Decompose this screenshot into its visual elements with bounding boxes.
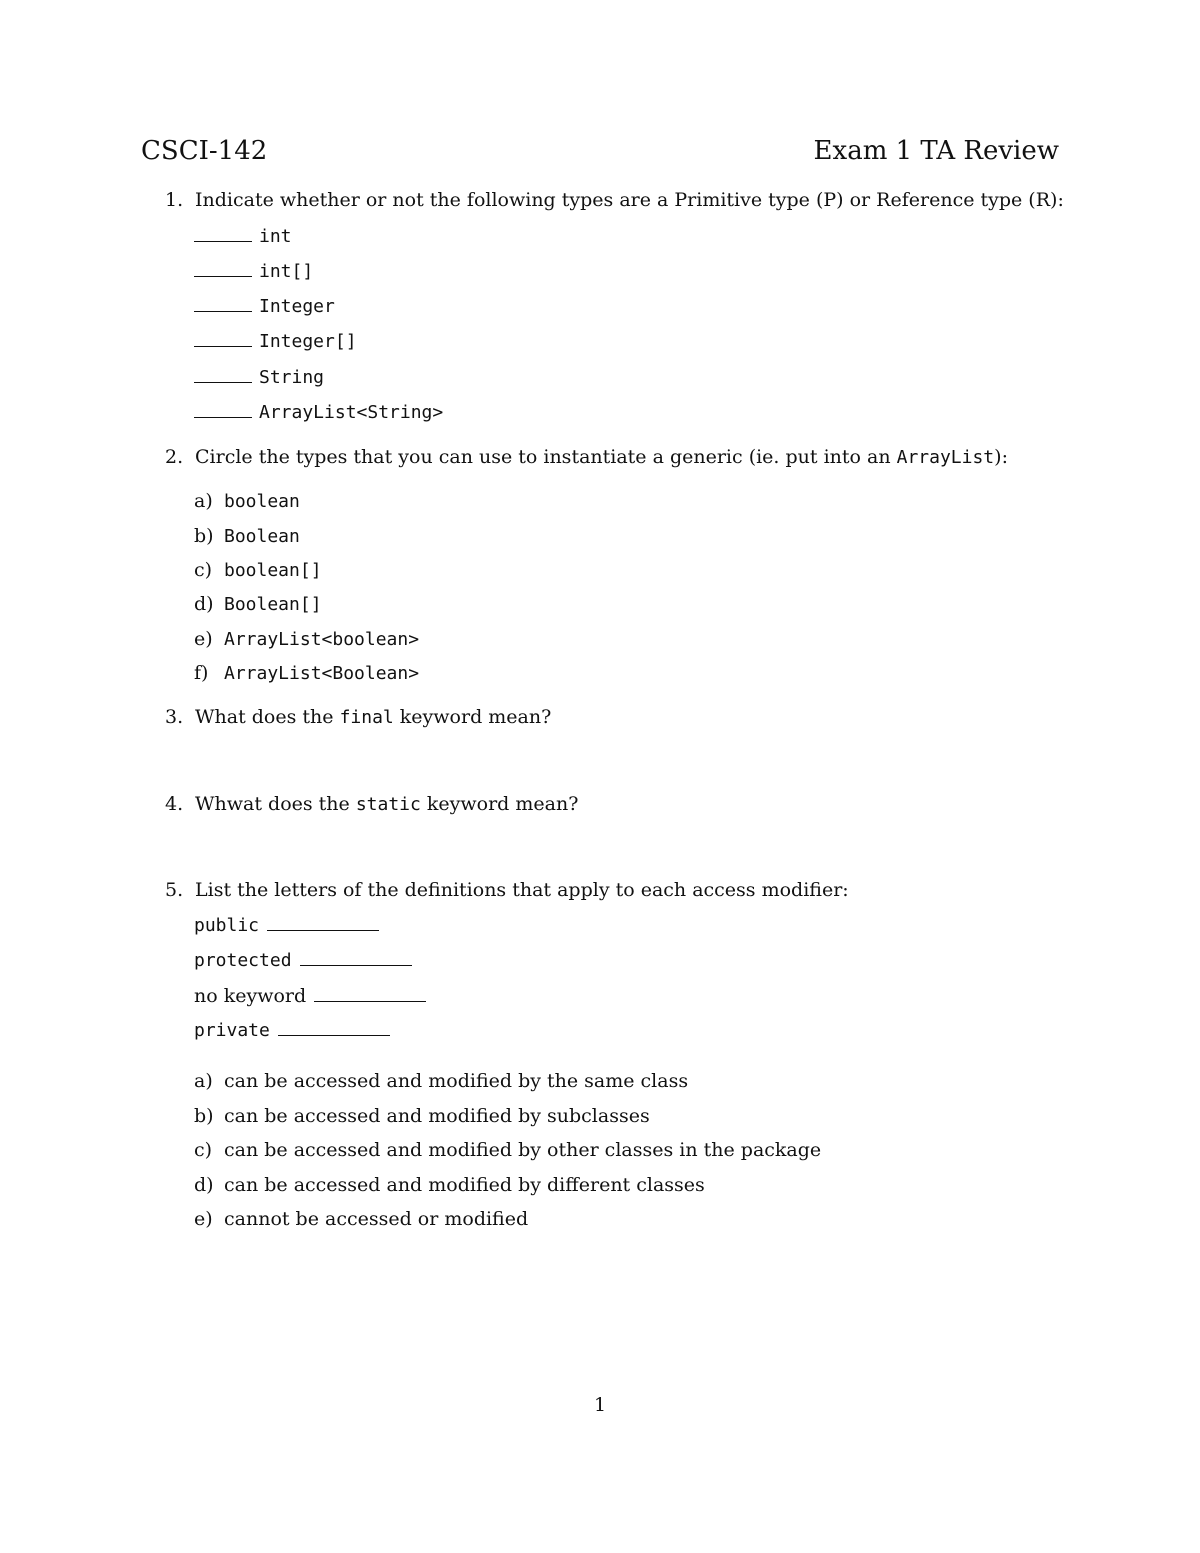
definition-item bbox=[194, 1173, 705, 1197]
type-name: int bbox=[259, 226, 292, 247]
option-value: boolean bbox=[224, 491, 300, 512]
option-item[interactable] bbox=[194, 592, 322, 617]
code-term: final bbox=[339, 707, 394, 728]
question-text-end: keyword mean? bbox=[420, 793, 579, 815]
question-text: Indicate whether or not the following types are a Primitive type (P) or Reference type (R): bbox=[195, 189, 1064, 211]
question-number: 2. bbox=[165, 446, 184, 468]
type-name: String bbox=[259, 367, 325, 388]
page-number: 1 bbox=[593, 1394, 607, 1416]
definition-label: c) bbox=[194, 1139, 213, 1161]
option-item[interactable] bbox=[194, 524, 300, 549]
answer-blank[interactable] bbox=[300, 949, 412, 966]
question-text: What does the bbox=[195, 706, 340, 728]
definition-label: b) bbox=[194, 1105, 214, 1127]
option-label: c) bbox=[194, 559, 213, 581]
answer-blank[interactable] bbox=[278, 1019, 390, 1036]
modifier-item bbox=[194, 914, 379, 938]
modifier-item bbox=[194, 949, 412, 973]
definition-text: can be accessed and modified by subclasses bbox=[224, 1105, 650, 1127]
option-label: f) bbox=[194, 662, 209, 684]
code-term: static bbox=[355, 794, 421, 815]
option-value: Boolean bbox=[224, 526, 300, 547]
type-item bbox=[194, 260, 313, 284]
type-name: Integer bbox=[259, 296, 335, 317]
answer-blank[interactable] bbox=[194, 225, 252, 242]
answer-blank[interactable] bbox=[194, 401, 252, 418]
question-number: 4. bbox=[165, 793, 184, 815]
answer-blank[interactable] bbox=[194, 366, 252, 383]
definition-text: can be accessed and modified by the same class bbox=[224, 1070, 689, 1092]
definition-item bbox=[194, 1138, 821, 1162]
answer-blank[interactable] bbox=[194, 330, 252, 347]
answer-blank[interactable] bbox=[267, 914, 379, 931]
type-item bbox=[194, 225, 292, 249]
question-1 bbox=[165, 188, 1064, 212]
definition-label: d) bbox=[194, 1174, 214, 1196]
option-item[interactable] bbox=[194, 661, 419, 686]
answer-blank[interactable] bbox=[314, 985, 426, 1002]
document-title: Exam 1 TA Review bbox=[813, 136, 1059, 166]
option-item[interactable] bbox=[194, 558, 322, 583]
definition-text: can be accessed and modified by other classes in the package bbox=[224, 1139, 822, 1161]
type-name: Integer[] bbox=[259, 331, 357, 352]
definition-item bbox=[194, 1069, 688, 1093]
option-value: ArrayList<Boolean> bbox=[224, 663, 420, 684]
type-name: int[] bbox=[259, 261, 314, 282]
modifier-item bbox=[194, 1019, 390, 1043]
option-item[interactable] bbox=[194, 489, 300, 514]
question-4 bbox=[165, 792, 578, 817]
option-label: a) bbox=[194, 490, 213, 512]
modifier-name: protected bbox=[194, 950, 292, 971]
modifier-item bbox=[194, 984, 426, 1008]
question-5 bbox=[165, 878, 849, 902]
modifier-name: no keyword bbox=[194, 985, 307, 1007]
answer-blank[interactable] bbox=[194, 295, 252, 312]
question-text: List the letters of the definitions that apply to each access modifier: bbox=[195, 879, 849, 901]
option-item[interactable] bbox=[194, 627, 419, 652]
definition-item bbox=[194, 1207, 528, 1231]
definition-label: a) bbox=[194, 1070, 213, 1092]
definition-text: can be accessed and modified by different classes bbox=[224, 1174, 705, 1196]
option-value: Boolean[] bbox=[224, 594, 322, 615]
question-text: Whwat does the bbox=[195, 793, 356, 815]
question-text-end: ): bbox=[994, 446, 1008, 468]
question-2 bbox=[165, 445, 1008, 470]
type-item bbox=[194, 330, 357, 354]
option-label: d) bbox=[194, 593, 214, 615]
question-number: 3. bbox=[165, 706, 184, 728]
question-3 bbox=[165, 705, 551, 730]
option-value: boolean[] bbox=[224, 560, 322, 581]
type-item bbox=[194, 366, 324, 390]
option-value: ArrayList<boolean> bbox=[224, 629, 420, 650]
page-header bbox=[141, 136, 1059, 172]
question-number: 1. bbox=[165, 189, 184, 211]
option-label: e) bbox=[194, 628, 213, 650]
question-text-end: keyword mean? bbox=[393, 706, 552, 728]
type-item bbox=[194, 401, 443, 425]
option-label: b) bbox=[194, 525, 214, 547]
question-text: Circle the types that you can use to instantiate a generic (ie. put into an bbox=[195, 446, 897, 468]
modifier-name: public bbox=[194, 915, 260, 936]
type-name: ArrayList<String> bbox=[259, 402, 444, 423]
definition-label: e) bbox=[194, 1208, 213, 1230]
definition-text: cannot be accessed or modified bbox=[224, 1208, 529, 1230]
modifier-name: private bbox=[194, 1020, 270, 1041]
code-term: ArrayList bbox=[896, 447, 995, 468]
type-item bbox=[194, 295, 335, 319]
question-number: 5. bbox=[165, 879, 184, 901]
answer-blank[interactable] bbox=[194, 260, 252, 277]
definition-item bbox=[194, 1104, 650, 1128]
course-code: CSCI-142 bbox=[141, 136, 268, 166]
